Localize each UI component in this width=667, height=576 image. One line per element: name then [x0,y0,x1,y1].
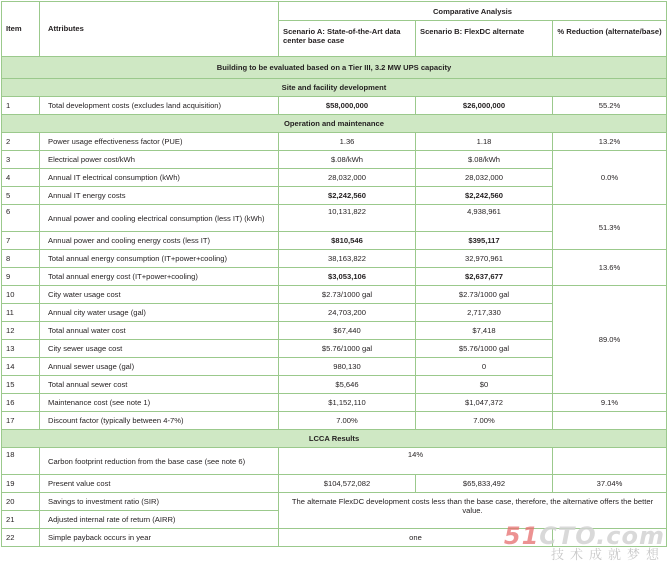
item-number: 14 [2,358,40,376]
attribute-label: Total annual water cost [40,322,279,340]
value-scenario-b: $26,000,000 [416,97,553,115]
note-value-merged: The alternate FlexDC development costs less than the base case, therefore, the alternative offers the better value. [279,493,667,529]
value-scenario-b: $395,117 [416,232,553,250]
attribute-label: Total annual energy cost (IT+power+cooling) [40,268,279,286]
attribute-label: Total development costs (excludes land acquisition) [40,97,279,115]
table-row [2,205,667,232]
value-scenario-b: $5.76/1000 gal [416,340,553,358]
header-scenario-b: Scenario B: FlexDC alternate [416,21,553,57]
value-scenario-a: 28,032,000 [279,169,416,187]
item-number: 20 [2,493,40,511]
item-number: 18 [2,448,40,475]
item-number: 8 [2,250,40,268]
item-number: 12 [2,322,40,340]
section-operation-maintenance: Operation and maintenance [2,115,667,133]
table-row [2,475,667,493]
value-scenario-b: 0 [416,358,553,376]
value-scenario-a: $5.76/1000 gal [279,340,416,358]
value-scenario-a: 7.00% [279,412,416,430]
value-scenario-b: $0 [416,376,553,394]
item-number: 7 [2,232,40,250]
attribute-label: Maintenance cost (see note 1) [40,394,279,412]
value-scenario-a: $67,440 [279,322,416,340]
pct-reduction [553,412,667,430]
table-row [2,286,667,304]
value-scenario-a: $5,646 [279,376,416,394]
attribute-label: Annual IT energy costs [40,187,279,205]
section-site-facility: Site and facility development [2,79,667,97]
attribute-label: Electrical power cost/kWh [40,151,279,169]
table-row [2,133,667,151]
value-scenario-a: 10,131,822 [279,205,416,232]
value-scenario-b: 7.00% [416,412,553,430]
header-attributes: Attributes [40,2,279,57]
value-scenario-b: 1.18 [416,133,553,151]
value-scenario-b: $2,242,560 [416,187,553,205]
item-number: 22 [2,529,40,547]
pct-reduction: 13.2% [553,133,667,151]
value-scenario-a: 38,163,822 [279,250,416,268]
pct-reduction: 37.04% [553,475,667,493]
value-scenario-b: $1,047,372 [416,394,553,412]
value-scenario-b: $.08/kWh [416,151,553,169]
value-scenario-a: $2.73/1000 gal [279,286,416,304]
value-scenario-a: 1.36 [279,133,416,151]
value-scenario-a: $3,053,106 [279,268,416,286]
item-number: 15 [2,376,40,394]
item-number: 9 [2,268,40,286]
table-row [2,394,667,412]
attribute-label: Power usage effectiveness factor (PUE) [40,133,279,151]
value-scenario-b: $2.73/1000 gal [416,286,553,304]
value-scenario-a: $.08/kWh [279,151,416,169]
attribute-label: Annual IT electrical consumption (kWh) [40,169,279,187]
item-number: 21 [2,511,40,529]
table-row [2,151,667,169]
header-item: Item [2,2,40,57]
attribute-label: Total annual sewer cost [40,376,279,394]
item-number: 6 [2,205,40,232]
item-number: 1 [2,97,40,115]
value-scenario-a: $1,152,110 [279,394,416,412]
value-scenario-b: 2,717,330 [416,304,553,322]
attribute-label: Annual power and cooling energy costs (less IT) [40,232,279,250]
attribute-label: City sewer usage cost [40,340,279,358]
value-scenario-a: $104,572,082 [279,475,416,493]
item-number: 10 [2,286,40,304]
value-scenario-b: 32,970,961 [416,250,553,268]
table-row [2,412,667,430]
attribute-label: Annual city water usage (gal) [40,304,279,322]
attribute-label: City water usage cost [40,286,279,304]
pct-reduction [553,529,667,547]
pct-reduction [553,448,667,475]
banner-row: Building to be evaluated based on a Tier III, 3.2 MW UPS capacity [2,57,667,79]
value-scenario-a: 24,703,200 [279,304,416,322]
watermark-slogan: 技术成就梦想 [550,548,665,563]
item-number: 4 [2,169,40,187]
value-scenario-a: $810,546 [279,232,416,250]
attribute-label: Total annual energy consumption (IT+power+cooling) [40,250,279,268]
item-number: 17 [2,412,40,430]
section-lcca-results: LCCA Results [2,430,667,448]
attribute-label: Simple payback occurs in year [40,529,279,547]
lcca-comparison-table [1,1,667,550]
value-scenario-b: 28,032,000 [416,169,553,187]
pct-reduction: 51.3% [553,205,667,250]
pct-reduction: 0.0% [553,151,667,205]
value-scenario-b: $65,833,492 [416,475,553,493]
value-merged: 14% [279,448,553,475]
item-number: 5 [2,187,40,205]
item-number: 16 [2,394,40,412]
attribute-label: Carbon footprint reduction from the base case (see note 6) [40,448,279,475]
attribute-label: Adjusted internal rate of return (AIRR) [40,511,279,529]
table-row [2,250,667,268]
attribute-label: Annual power and cooling electrical consumption (less IT) (kWh) [40,205,279,232]
attribute-label: Annual sewer usage (gal) [40,358,279,376]
value-scenario-a: $2,242,560 [279,187,416,205]
item-number: 19 [2,475,40,493]
value-merged: one [279,529,553,547]
table-row [2,448,667,475]
attribute-label: Present value cost [40,475,279,493]
header-scenario-a: Scenario A: State-of-the-Art data center base case [279,21,416,57]
value-scenario-b: $7,418 [416,322,553,340]
value-scenario-b: $2,637,677 [416,268,553,286]
watermark-site: 51CTO.com [503,522,665,550]
pct-reduction: 89.0% [553,286,667,394]
item-number: 13 [2,340,40,358]
pct-reduction: 55.2% [553,97,667,115]
table-row [2,529,667,547]
pct-reduction: 13.6% [553,250,667,286]
value-scenario-b: 4,938,961 [416,205,553,232]
pct-reduction: 9.1% [553,394,667,412]
item-number: 11 [2,304,40,322]
header-reduction: % Reduction (alternate/base) [553,21,667,57]
value-scenario-a: $58,000,000 [279,97,416,115]
item-number: 3 [2,151,40,169]
attribute-label: Discount factor (typically between 4-7%) [40,412,279,430]
table-row [2,97,667,115]
item-number: 2 [2,133,40,151]
table-row [2,493,667,511]
header-comparative-analysis: Comparative Analysis [279,2,667,21]
attribute-label: Savings to investment ratio (SIR) [40,493,279,511]
value-scenario-a: 980,130 [279,358,416,376]
